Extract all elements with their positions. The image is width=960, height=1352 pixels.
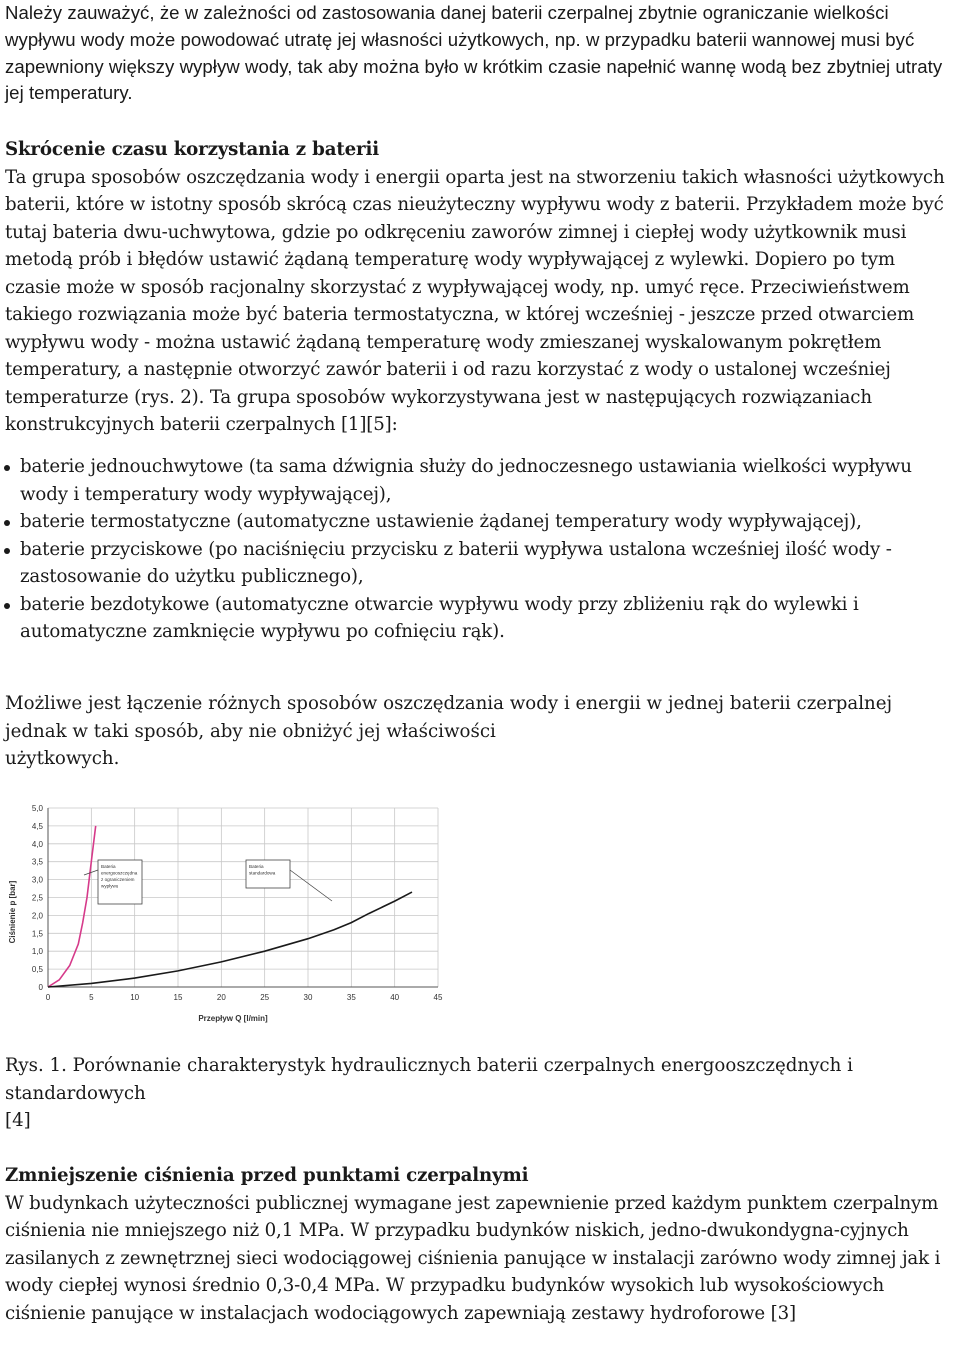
y-tick-label: 4,5 (31, 821, 43, 831)
x-tick-label: 10 (130, 993, 140, 1002)
y-tick-label: 2,0 (31, 911, 43, 921)
y-tick-label: 1,0 (31, 947, 43, 957)
paragraph-line: użytkowych. (5, 748, 120, 769)
list-item: baterie termostatyczne (automatyczne ustawienie żądanej temperatury wody wypływającej), (0, 508, 950, 536)
figure-caption (5, 1052, 955, 1135)
section-heading: Zmniejszenie ciśnienia przed punktami czerpalnymi (5, 1165, 529, 1186)
x-tick-label: 40 (390, 993, 400, 1002)
x-tick-label: 45 (433, 993, 443, 1002)
bullet-list (0, 453, 950, 646)
caption-line: standardowych (5, 1082, 146, 1104)
x-tick-label: 30 (303, 993, 313, 1002)
section-body: Ta grupa sposobów oszczędzania wody i energii oparta jest na stworzeniu takich własności użytkowych baterii, które w istotny sposób skrócą czas nieużyteczny wypływu wody z baterii. Przykładem może być tutaj bateria dwu-uchwytowa, gdzie po odkręceniu zaworów zimnej i ciepłej wody użytkownik musi metodą prób i błędów ustawić żądaną temperaturę wody wypływającej z wylewki. Dopiero po tym czasie może w sposób racjonalny skorzystać z wypływającej wody, np. umyć ręce. Przeciwieństwem takiego rozwiązania może być bateria termostatyczna, w której wcześniej - jeszcze przed otwarciem wypływu wody - można ustawić żądaną temperaturę wody zmieszanej wyskalowanym pokrętłem temperatury, a następnie otworzyć zawór baterii i od razu korzystać z wody o ustalonej wcześniej temperaturze (rys. 2). Ta grupa sposobów wykorzystywana jest w następujących rozwiązaniach konstrukcyjnych baterii czerpalnych [1][5]: (5, 166, 945, 435)
annotation-line: standardowa (249, 870, 276, 876)
section-heading: Skrócenie czasu korzystania z baterii (5, 139, 379, 160)
y-tick-label: 0,5 (31, 965, 43, 975)
y-tick-label: 1,5 (31, 929, 43, 939)
y-tick-label: 3,5 (31, 857, 43, 867)
list-item: baterie bezdotykowe (automatyczne otwarcie wypływu wody przy zbliżeniu rąk do wylewki i automatyczne zamknięcie wypływu po cofnięciu rąk). (0, 591, 950, 646)
x-tick-label: 5 (89, 993, 94, 1002)
series-line-2 (48, 892, 412, 987)
caption-line: Rys. 1. Porównanie charakterystyk hydraulicznych baterii czerpalnych energooszczędnych i (5, 1055, 853, 1076)
x-tick-label: 25 (260, 993, 270, 1002)
section-body: W budynkach użyteczności publicznej wymagane jest zapewnienie przed każdym punktem czerpalnym ciśnienia nie mniejszego niż 0,1 MPa. W przypadku budynków niskich, jedno-dwukondygna-cyjnych zasilanych z zewnętrznej sieci wodociągowej ciśnienia panujące w instalacji zarówno wody zimnej jak i wody ciepłej wynosi średnio 0,3-0,4 MPa. W przypadku budynków wysokich lub wysokościowych ciśnienie panujące w instalacjach wodociągowych zapewniają zestawy hydroforowe [3] (5, 1192, 941, 1324)
annotation-line: energooszczędna (101, 870, 138, 876)
intro-paragraph: Należy zauważyć, że w zależności od zastosowania danej baterii czerpalnej zbytnie ograniczanie wielkości wypływu wody może powodować utratę jej własności użytkowych, np. w przypadku baterii wannowej musi być zapewniony większy wypływ wody, tak aby można było w krótkim czasie napełnić wannę wodą bez zbytniej utraty jej temperatury. (5, 2, 943, 104)
combined-methods-paragraph (5, 690, 925, 773)
x-tick-label: 15 (173, 993, 183, 1002)
paragraph-line: Możliwe jest łączenie różnych sposobów oszczędzania wody i energii w jednej baterii czerpalnej jednak w taki sposób, aby nie obniżyć jej właściwości (5, 693, 893, 742)
x-tick-label: 35 (346, 993, 356, 1002)
y-axis-label: Ciśnienie p [bar] (8, 880, 17, 944)
caption-line: [4] (5, 1110, 31, 1131)
y-tick-label: 2,5 (31, 893, 43, 903)
list-item: baterie przyciskowe (po naciśnięciu przycisku z baterii wypływa ustalona wcześniej ilość wody - zastosowanie do użytku publicznego), (0, 536, 950, 591)
annotation-line: Bateria (101, 864, 116, 869)
chart-series (48, 826, 412, 987)
section-time-reduction (5, 136, 955, 439)
y-tick-label: 5,0 (31, 804, 43, 813)
x-tick-label: 20 (216, 993, 226, 1002)
x-tick-label: 0 (45, 993, 51, 1002)
list-item: baterie jednouchwytowe (ta sama dźwignia służy do jednoczesnego ustawiania wielkości wypływu wody i temperatury wody wypływającej), (0, 453, 950, 508)
y-tick-label: 4,0 (31, 839, 43, 849)
chart-tick-labels (32, 804, 443, 1002)
hydraulic-characteristics-chart (0, 795, 470, 1030)
x-axis-label: Przepływ Q [l/min] (198, 1014, 268, 1023)
annotation-line: wypływu (101, 883, 119, 889)
annotation-line: Bateria (249, 864, 264, 869)
annotation-leader (290, 870, 332, 901)
y-tick-label: 3,0 (31, 875, 43, 885)
section-pressure-reduction (5, 1162, 955, 1327)
y-tick-label: 0 (38, 983, 43, 992)
series-line-1 (48, 826, 96, 987)
annotation-line: z ograniczeniem (101, 877, 135, 882)
